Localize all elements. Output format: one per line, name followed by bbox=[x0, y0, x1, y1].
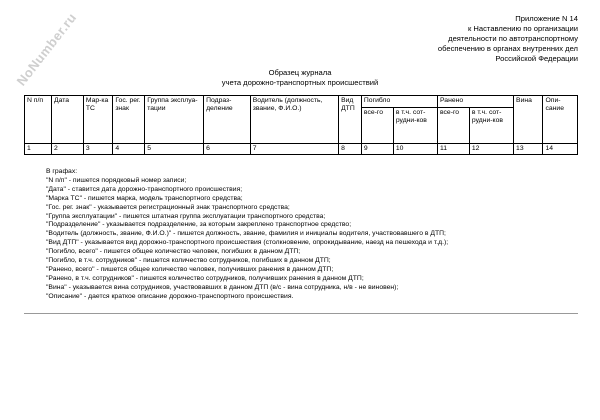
appendix-line: к Наставлению по организации bbox=[468, 24, 578, 33]
title-line: Образец журнала bbox=[268, 68, 332, 77]
header-accident-type: Вид ДТП bbox=[339, 96, 362, 144]
note-line: "Группа эксплуатации" - пишется штатная группа эксплуатации транспортного средства; bbox=[46, 212, 326, 220]
note-line: "Вид ДТП" - указывается вид дорожно-транспортного происшествия (столкновение, опрокидывание, наезд на пешехода и т.д.); bbox=[46, 239, 449, 247]
watermark: NoNumber.ru bbox=[13, 10, 80, 89]
header-killed: Погибло bbox=[361, 96, 437, 108]
header-wounded-total: все-го bbox=[437, 108, 469, 144]
column-number: 14 bbox=[543, 144, 578, 155]
note-line: "Погибло, всего" - пишется общее количество человек, погибших в данном ДТП; bbox=[46, 248, 301, 256]
column-number: 1 bbox=[25, 144, 52, 155]
column-number: 7 bbox=[250, 144, 338, 155]
column-number: 9 bbox=[361, 144, 393, 155]
appendix-line: Российской Федерации bbox=[495, 54, 578, 63]
column-number: 10 bbox=[393, 144, 437, 155]
note-line: "Описание" - дается краткое описание дорожно-транспортного происшествия. bbox=[46, 292, 294, 300]
column-number: 11 bbox=[437, 144, 469, 155]
appendix-line: деятельности по автотранспортному bbox=[448, 34, 578, 43]
note-line: "Вина" - указывается вина сотрудников, участвовавших в данном ДТП (в/с - вина сотрудника, н/в - не виновен); bbox=[46, 283, 399, 291]
note-line: "Марка ТС" - пишется марка, модель транспортного средства; bbox=[46, 194, 243, 202]
note-line: "N п/п" - пишется порядковый номер записи; bbox=[46, 176, 187, 184]
header-num: N п/п bbox=[25, 96, 52, 144]
column-number: 2 bbox=[51, 144, 83, 155]
column-notes bbox=[46, 168, 586, 302]
column-number-row bbox=[25, 144, 578, 155]
header-date: Дата bbox=[51, 96, 83, 144]
column-number: 8 bbox=[339, 144, 362, 155]
column-number: 12 bbox=[469, 144, 513, 155]
column-number: 13 bbox=[514, 144, 543, 155]
note-line: "Водитель (должность, звание, Ф.И.О.)" - пишется должность, звание, фамилия и инициалы водителя, участвовавшего в ДТП; bbox=[46, 230, 446, 238]
header-description: Опи-сание bbox=[543, 96, 578, 144]
appendix-line: Приложение N 14 bbox=[515, 14, 578, 23]
header-reg-sign: Гос. рег. знак bbox=[113, 96, 145, 144]
title-line: учета дорожно-транспортных происшествий bbox=[221, 78, 379, 87]
note-line: "Подразделение" - указывается подразделение, за которым закреплено транспортное средство; bbox=[46, 221, 352, 229]
note-line: "Дата" - ставится дата дорожно-транспортного происшествия; bbox=[46, 185, 243, 193]
column-number: 3 bbox=[83, 144, 112, 155]
note-line: "Ранено, всего" - пишется общее количество человек, получивших ранения в данном ДТП; bbox=[46, 265, 334, 273]
header-killed-staff: в т.ч. сот-рудни-ков bbox=[393, 108, 437, 144]
note-line: "Ранено, в т.ч. сотрудников" - пишется количество сотрудников, получивших ранения в данном ДТП; bbox=[46, 274, 364, 282]
header-division: Подраз-деление bbox=[204, 96, 251, 144]
appendix-header bbox=[368, 14, 578, 64]
column-number: 5 bbox=[145, 144, 204, 155]
header-wounded-staff: в т.ч. сот-рудни-ков bbox=[469, 108, 513, 144]
appendix-line: обеспечению в органах внутренних дел bbox=[437, 44, 578, 53]
header-fault: Вина bbox=[514, 96, 543, 144]
column-number: 4 bbox=[113, 144, 145, 155]
header-wounded: Ранено bbox=[437, 96, 513, 108]
note-line: "Погибло, в т.ч. сотрудников" - пишется количество сотрудников, погибших в данном ДТП; bbox=[46, 257, 331, 265]
header-killed-total: все-го bbox=[361, 108, 393, 144]
column-number: 6 bbox=[204, 144, 251, 155]
header-brand: Мар-ка ТС bbox=[83, 96, 112, 144]
note-line: "Гос. рег. знак" - указывается регистрационный знак транспортного средства; bbox=[46, 203, 290, 211]
header-group: Группа эксплуа-тации bbox=[145, 96, 204, 144]
journal-table bbox=[24, 95, 578, 155]
note-line: В графах: bbox=[46, 168, 78, 175]
header-driver: Водитель (должность, звание, Ф.И.О.) bbox=[250, 96, 338, 144]
journal-title bbox=[0, 68, 600, 88]
bottom-divider bbox=[24, 313, 578, 314]
